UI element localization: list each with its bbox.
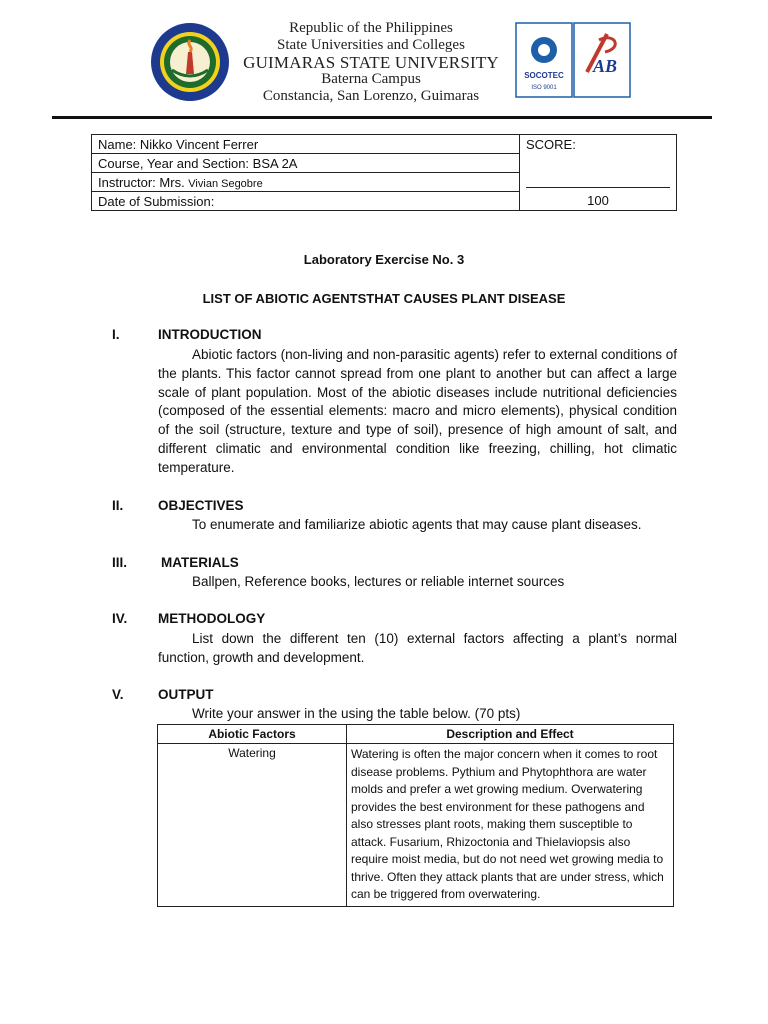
section-number: V. — [112, 687, 124, 702]
section-number: I. — [112, 327, 120, 342]
header-divider — [52, 116, 712, 119]
introduction-paragraph — [158, 346, 677, 478]
campus-name: Baterna Campus — [321, 71, 421, 87]
objectives-text: To enumerate and familiarize abiotic agents that may cause plant diseases. — [192, 517, 642, 532]
course-year-section: Course, Year and Section: BSA 2A — [92, 154, 520, 173]
section-number: III. — [112, 555, 128, 570]
section-number: IV. — [112, 611, 128, 626]
student-name: Name: Nikko Vincent Ferrer — [92, 135, 520, 154]
section-heading: OUTPUT — [158, 687, 214, 702]
header-line2: State Universities and Colleges — [277, 37, 465, 53]
campus-address: Constancia, San Lorenzo, Guimaras — [262, 88, 480, 104]
table-row — [158, 744, 674, 907]
header-line1: Republic of the Philippines — [289, 20, 453, 36]
exercise-title: Laboratory Exercise No. 3 — [303, 252, 465, 267]
materials-text: Ballpen, Reference books, lectures or reliable internet sources — [192, 574, 565, 589]
score-cell — [520, 135, 677, 211]
topic-title: LIST OF ABIOTIC AGENTSTHAT CAUSES PLANT DISEASE — [202, 291, 566, 306]
cert-right-label: AB — [592, 56, 618, 76]
section-heading: INTRODUCTION — [158, 327, 262, 342]
letterhead — [0, 0, 768, 118]
methodology-paragraph — [158, 630, 677, 668]
column-header: Description and Effect — [347, 725, 674, 744]
section-number: II. — [112, 498, 124, 513]
score-total: 100 — [587, 193, 609, 208]
university-name: GUIMARAS STATE UNIVERSITY — [243, 53, 499, 72]
section-heading: METHODOLOGY — [158, 611, 266, 626]
instructor — [92, 173, 520, 192]
instructor-label: Instructor: Mrs. — [98, 174, 189, 190]
factor-cell: Watering — [158, 744, 347, 907]
description-cell: Watering is often the major concern when it comes to root disease problems. Pythium and Phytophthora are water molds and prefer a wet growing medium. Overwatering provides the best environment for these pathogens and also stresses plant roots, making them susceptible to attack. Fusarium, Rhizoctonia and Thielaviopsis also require moist media, but do not need wet growing media to thrive. Often they attack plants that are under stress, which can be triggered from overwatering. — [347, 744, 674, 907]
student-info-table — [91, 134, 677, 211]
output-instruction: Write your answer in the using the table below. (70 pts) — [192, 706, 521, 721]
university-seal-icon — [150, 22, 230, 102]
score-blank-line — [526, 187, 670, 188]
abiotic-factors-table — [157, 724, 674, 907]
section-heading: OBJECTIVES — [158, 498, 244, 513]
section-heading: MATERIALS — [161, 555, 239, 570]
introduction-text: Abiotic factors (non-living and non-parasitic agents) refer to external conditions of the plants. This factor cannot spread from one plant to another but can affect a large scale of plant population. Most of the abiotic diseases include nutritional deficiencies (composed of the essential elements: macro and micro elements), physical condition of the soil (structure, texture and type of soil), presence of high amount of salt, and different climatic and environmental condition like freezing, chilling, hot climatic temperature. — [158, 347, 677, 475]
column-header: Abiotic Factors — [158, 725, 347, 744]
score-label: SCORE: — [526, 137, 576, 152]
cert-left-sub: ISO 9001 — [531, 85, 557, 91]
methodology-text: List down the different ten (10) external factors affecting a plant’s normal function, growth and development. — [158, 631, 677, 665]
certification-logos-icon — [515, 22, 631, 98]
instructor-name: Vivian Segobre — [188, 177, 263, 190]
date-of-submission: Date of Submission: — [92, 192, 520, 211]
cert-left-label: SOCOTEC — [524, 71, 564, 80]
